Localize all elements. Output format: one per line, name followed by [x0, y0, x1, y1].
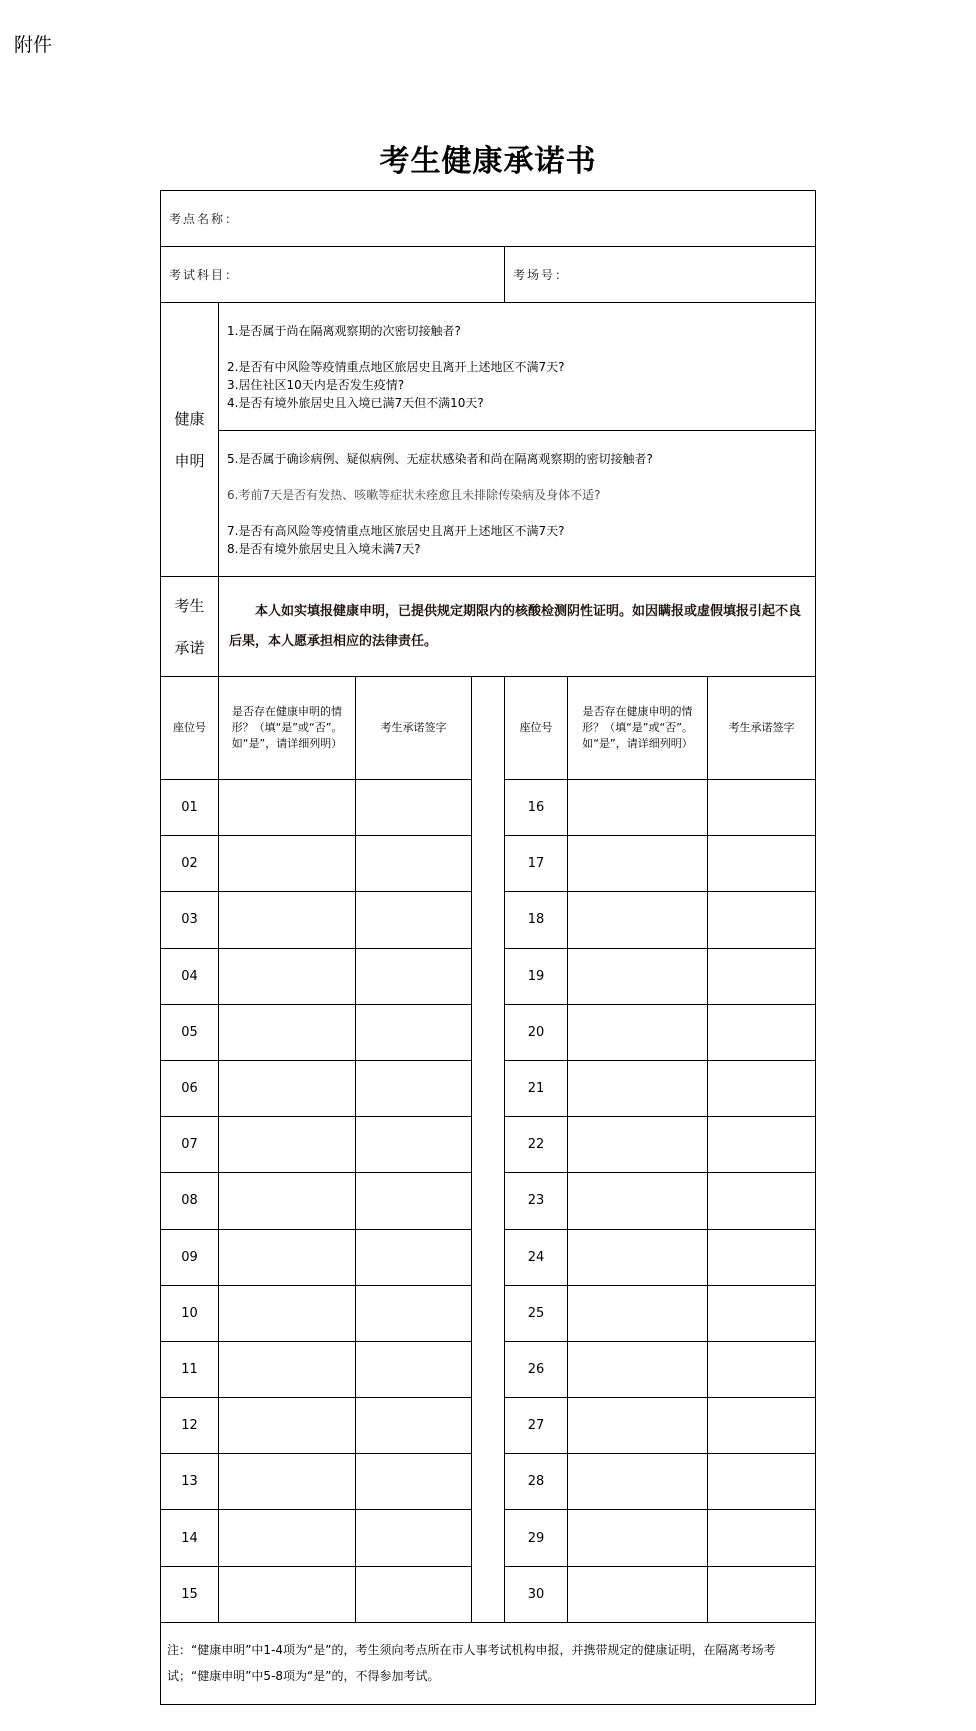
declare-cell-left[interactable] — [219, 1341, 356, 1397]
declare-cell-right[interactable] — [568, 1285, 708, 1341]
signature-cell-right[interactable] — [708, 1454, 816, 1510]
declare-cell-right[interactable] — [568, 1566, 708, 1622]
declare-cell-left[interactable] — [219, 1060, 356, 1116]
seat-number-right: 28 — [505, 1454, 568, 1510]
footnote: 注：“健康申明”中1-4项为“是”的，考生须向考点所在市人事考试机构申报，并携带规定的健康证明，在隔离考场考试；“健康申明”中5-8项为“是”的，不得参加考试。 — [161, 1622, 816, 1704]
seat-number-left: 15 — [161, 1566, 219, 1622]
signature-cell-right[interactable] — [708, 1510, 816, 1566]
declare-cell-right[interactable] — [568, 1229, 708, 1285]
signature-cell-left[interactable] — [356, 1566, 472, 1622]
signature-cell-left[interactable] — [356, 1398, 472, 1454]
signature-cell-right[interactable] — [708, 1060, 816, 1116]
page-title: 考生健康承诺书 — [379, 144, 597, 179]
declare-cell-left[interactable] — [219, 1398, 356, 1454]
declare-cell-right[interactable] — [568, 1173, 708, 1229]
exam-site-field[interactable] — [161, 191, 816, 247]
center-divider-column — [472, 677, 505, 1623]
signature-cell-right[interactable] — [708, 948, 816, 1004]
declare-header-left: 是否存在健康申明的情形？（填“是”或“否”。如“是”，请详细列明） — [219, 677, 356, 780]
seat-number-left: 03 — [161, 892, 219, 948]
signature-cell-right[interactable] — [708, 1285, 816, 1341]
question-7: 7.是否有高风险等疫情重点地区旅居史且离开上述地区不满7天? — [227, 523, 565, 538]
signature-cell-right[interactable] — [708, 892, 816, 948]
seat-number-right: 24 — [505, 1229, 568, 1285]
pledge-label-line1: 考生 — [174, 596, 205, 615]
seat-number-right: 17 — [505, 836, 568, 892]
declare-cell-left[interactable] — [219, 836, 356, 892]
signature-cell-right[interactable] — [708, 836, 816, 892]
seat-number-left: 09 — [161, 1229, 219, 1285]
seat-header-right: 座位号 — [505, 677, 568, 780]
signature-cell-right[interactable] — [708, 1398, 816, 1454]
signature-cell-left[interactable] — [356, 1510, 472, 1566]
declare-cell-right[interactable] — [568, 892, 708, 948]
declare-cell-left[interactable] — [219, 1004, 356, 1060]
declaration-items-5-8 — [219, 431, 816, 577]
declare-cell-left[interactable] — [219, 948, 356, 1004]
seat-number-right: 20 — [505, 1004, 568, 1060]
declare-cell-right[interactable] — [568, 1004, 708, 1060]
seat-number-right: 21 — [505, 1060, 568, 1116]
question-6: 6.考前7天是否有发热、咳嗽等症状未痊愈且未排除传染病及身体不适? — [227, 487, 601, 502]
seat-number-right: 22 — [505, 1117, 568, 1173]
declare-cell-left[interactable] — [219, 1566, 356, 1622]
seat-header-left: 座位号 — [161, 677, 219, 780]
sign-header-right: 考生承诺签字 — [708, 677, 816, 780]
signature-cell-left[interactable] — [356, 1117, 472, 1173]
signature-cell-right[interactable] — [708, 1004, 816, 1060]
question-1: 1.是否属于尚在隔离观察期的次密切接触者? — [227, 323, 461, 338]
seat-number-left: 10 — [161, 1285, 219, 1341]
declare-cell-left[interactable] — [219, 1173, 356, 1229]
signature-cell-left[interactable] — [356, 948, 472, 1004]
signature-cell-left[interactable] — [356, 780, 472, 836]
declare-cell-right[interactable] — [568, 1510, 708, 1566]
signature-cell-right[interactable] — [708, 1117, 816, 1173]
seat-number-right: 18 — [505, 892, 568, 948]
signature-cell-left[interactable] — [356, 1454, 472, 1510]
declare-cell-right[interactable] — [568, 836, 708, 892]
seat-number-left: 04 — [161, 948, 219, 1004]
seat-number-left: 05 — [161, 1004, 219, 1060]
seat-number-left: 14 — [161, 1510, 219, 1566]
health-pledge-form — [160, 190, 816, 1705]
seat-number-right: 16 — [505, 780, 568, 836]
exam-room-label: 考场号： — [513, 268, 570, 282]
exam-room-field[interactable] — [505, 247, 816, 303]
seat-number-left: 11 — [161, 1341, 219, 1397]
signature-cell-right[interactable] — [708, 1341, 816, 1397]
declare-cell-left[interactable] — [219, 1229, 356, 1285]
signature-cell-right[interactable] — [708, 1173, 816, 1229]
health-label-line1: 健康 — [174, 409, 205, 428]
declare-cell-left[interactable] — [219, 780, 356, 836]
seat-number-left: 01 — [161, 780, 219, 836]
sign-header-left: 考生承诺签字 — [356, 677, 472, 780]
seat-number-left: 12 — [161, 1398, 219, 1454]
declare-header-right: 是否存在健康申明的情形？（填“是”或“否”。如“是”，请详细列明） — [568, 677, 708, 780]
seat-number-left: 13 — [161, 1454, 219, 1510]
signature-cell-left[interactable] — [356, 836, 472, 892]
seat-number-right: 23 — [505, 1173, 568, 1229]
signature-cell-left[interactable] — [356, 892, 472, 948]
declare-cell-right[interactable] — [568, 1398, 708, 1454]
declare-cell-right[interactable] — [568, 948, 708, 1004]
declare-cell-left[interactable] — [219, 1285, 356, 1341]
signature-cell-left[interactable] — [356, 1341, 472, 1397]
signature-cell-left[interactable] — [356, 1229, 472, 1285]
seat-number-left: 08 — [161, 1173, 219, 1229]
exam-site-label: 考点名称： — [169, 212, 240, 226]
seat-number-right: 29 — [505, 1510, 568, 1566]
exam-subject-label: 考试科目： — [169, 268, 240, 282]
question-2: 2.是否有中风险等疫情重点地区旅居史且离开上述地区不满7天? — [227, 359, 565, 374]
seat-number-right: 19 — [505, 948, 568, 1004]
health-declaration-label — [161, 303, 219, 577]
attachment-label: 附件 — [14, 34, 53, 56]
declare-cell-left[interactable] — [219, 1117, 356, 1173]
declare-cell-left[interactable] — [219, 1510, 356, 1566]
question-5: 5.是否属于确诊病例、疑似病例、无症状感染者和尚在隔离观察期的密切接触者? — [227, 451, 653, 466]
question-3: 3.居住社区10天内是否发生疫情? — [227, 377, 405, 392]
declare-cell-right[interactable] — [568, 780, 708, 836]
pledge-label-line2: 承诺 — [174, 638, 205, 657]
seat-number-left: 06 — [161, 1060, 219, 1116]
signature-cell-right[interactable] — [708, 1566, 816, 1622]
declaration-items-1-4 — [219, 303, 816, 431]
signature-cell-left[interactable] — [356, 1060, 472, 1116]
declare-cell-right[interactable] — [568, 1341, 708, 1397]
seat-number-right: 26 — [505, 1341, 568, 1397]
pledge-text: 本人如实填报健康申明，已提供规定期限内的核酸检测阴性证明。如因瞒报或虚假填报引起不良后果，本人愿承担相应的法律责任。 — [219, 577, 816, 677]
health-label-line2: 申明 — [174, 451, 205, 470]
declare-cell-left[interactable] — [219, 1454, 356, 1510]
seat-number-left: 07 — [161, 1117, 219, 1173]
seat-number-left: 02 — [161, 836, 219, 892]
signature-cell-left[interactable] — [356, 1285, 472, 1341]
exam-subject-field[interactable] — [161, 247, 505, 303]
signature-cell-left[interactable] — [356, 1004, 472, 1060]
pledge-label — [161, 577, 219, 677]
declare-cell-right[interactable] — [568, 1454, 708, 1510]
seat-number-right: 25 — [505, 1285, 568, 1341]
declare-cell-left[interactable] — [219, 892, 356, 948]
signature-cell-right[interactable] — [708, 780, 816, 836]
seat-number-right: 27 — [505, 1398, 568, 1454]
declare-cell-right[interactable] — [568, 1060, 708, 1116]
question-4: 4.是否有境外旅居史且入境已满7天但不满10天? — [227, 395, 484, 410]
question-8: 8.是否有境外旅居史且入境未满7天? — [227, 541, 421, 556]
signature-cell-right[interactable] — [708, 1229, 816, 1285]
signature-cell-left[interactable] — [356, 1173, 472, 1229]
declare-cell-right[interactable] — [568, 1117, 708, 1173]
seat-number-right: 30 — [505, 1566, 568, 1622]
